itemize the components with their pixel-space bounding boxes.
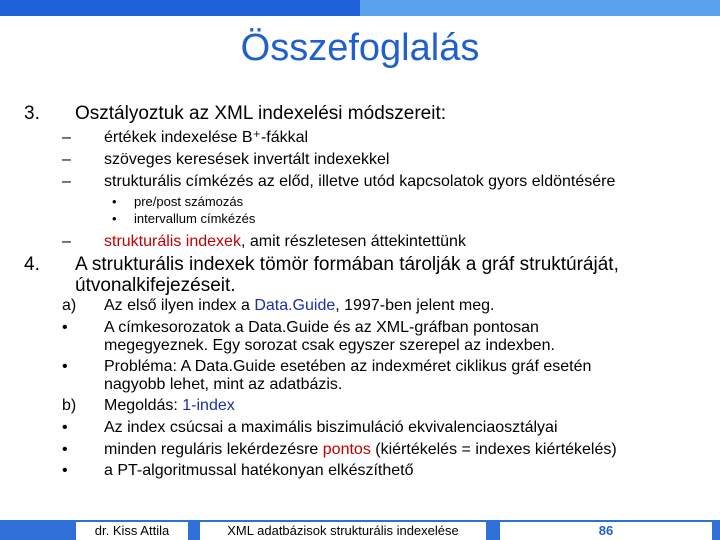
red-highlight: pontos bbox=[322, 441, 371, 458]
point-a: Az első ilyen index a Data.Guide, 1997-ben jelent meg. bbox=[104, 297, 495, 314]
item4-number: 4. bbox=[24, 254, 40, 275]
top-bar-light bbox=[360, 0, 720, 16]
red-highlight: strukturális indexek bbox=[104, 233, 241, 250]
point-c3: a PT-algoritmussal hatékonyan elkészíthető bbox=[104, 462, 414, 479]
bullet-marker: • bbox=[112, 194, 117, 209]
subsub-item-2: intervallum címkézés bbox=[134, 211, 256, 226]
footer-page-number: 86 bbox=[500, 522, 712, 540]
point-c2: minden reguláris lekérdezésre pontos (kiértékelés = indexes kiértékelés) bbox=[104, 441, 617, 458]
point-b2-line2: nagyobb lehet, mint az adatbázis. bbox=[104, 376, 343, 393]
bullet-marker: • bbox=[112, 211, 117, 226]
list-marker-a: a) bbox=[62, 297, 77, 314]
item3-number: 3. bbox=[24, 103, 40, 124]
footer-author: dr. Kiss Attila bbox=[76, 522, 188, 540]
item4-line1: A strukturális indexek tömör formában tárolják a gráf struktúráját, bbox=[75, 254, 619, 275]
dash-marker: – bbox=[62, 151, 71, 168]
blue-highlight: Data.Guide bbox=[254, 297, 336, 314]
sub-item-1: értékek indexelése B⁺-fákkal bbox=[104, 129, 309, 146]
blue-highlight: 1-index bbox=[182, 397, 235, 414]
bullet-marker: • bbox=[62, 419, 68, 436]
dash-marker: – bbox=[62, 173, 71, 190]
slide-title: Összefoglalás bbox=[240, 27, 480, 69]
sub-item-3: strukturális címkézés az előd, illetve utód kapcsolatok gyors eldöntésére bbox=[104, 173, 616, 190]
bullet-marker: • bbox=[62, 319, 68, 336]
point-b1-line1: A címkesorozatok a Data.Guide és az XML-gráfban pontosan bbox=[104, 319, 539, 336]
dash-marker: – bbox=[62, 129, 71, 146]
sub-item-2: szöveges keresések invertált indexekkel bbox=[104, 151, 390, 168]
point-b2-line1: Probléma: A Data.Guide esetében az indexméret ciklikus gráf esetén bbox=[104, 358, 592, 375]
point-b1-line2: megegyeznek. Egy sorozat csak egyszer szerepel az indexben. bbox=[104, 337, 555, 354]
list-marker-b: b) bbox=[62, 397, 77, 414]
footer-course: XML adatbázisok strukturális indexelése bbox=[200, 522, 486, 540]
bullet-marker: • bbox=[62, 441, 68, 458]
bullet-marker: • bbox=[62, 358, 68, 375]
sub-item-4: strukturális indexek, amit részletesen áttekintettünk bbox=[104, 233, 466, 250]
point-solution: Megoldás: 1-index bbox=[104, 397, 235, 414]
dash-marker: – bbox=[62, 233, 71, 250]
bullet-marker: • bbox=[62, 462, 68, 479]
item4-line2: útvonalkifejezéseit. bbox=[75, 275, 236, 296]
top-bar-dark bbox=[0, 0, 360, 16]
item3-text: Osztályoztuk az XML indexelési módszereit: bbox=[75, 103, 447, 124]
subsub-item-1: pre/post számozás bbox=[134, 194, 244, 209]
point-c1: Az index csúcsai a maximális biszimuláció ekvivalenciaosztályai bbox=[104, 419, 558, 436]
